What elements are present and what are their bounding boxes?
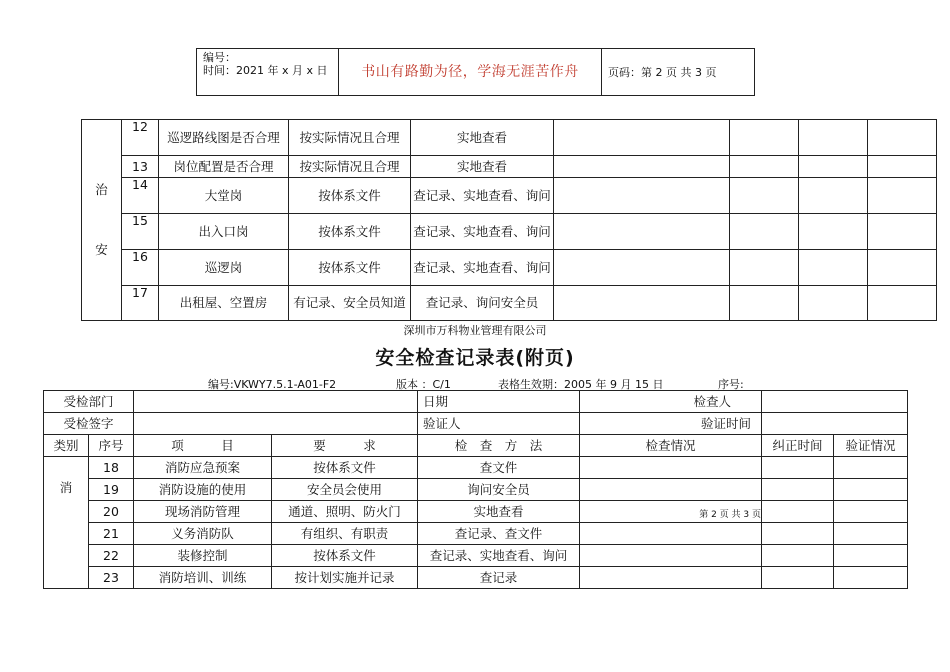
fire-safety-table <box>43 390 908 589</box>
row-no: 20 <box>89 501 134 523</box>
empty-cell <box>762 501 834 523</box>
table-row <box>44 501 908 523</box>
row-no: 13 <box>122 156 159 178</box>
row-item: 消防设施的使用 <box>134 479 272 501</box>
table-row <box>82 214 937 250</box>
row-item: 装修控制 <box>134 545 272 567</box>
form-title: 安全检查记录表(附页) <box>375 347 575 369</box>
empty-cell <box>730 156 799 178</box>
date-label: 日期 <box>418 391 580 413</box>
page-note: 第 2 页 共 3 页 <box>699 510 762 520</box>
category-cell <box>82 120 122 321</box>
empty-cell <box>799 214 868 250</box>
table-row <box>82 120 937 156</box>
row-no: 23 <box>89 567 134 589</box>
empty-cell <box>580 567 762 589</box>
empty-cell <box>762 545 834 567</box>
empty-cell <box>554 250 730 286</box>
inspector-label: 检查人 <box>580 391 762 413</box>
page-code-cell <box>602 49 755 96</box>
empty-cell <box>834 523 908 545</box>
row-method: 实地查看 <box>411 156 554 178</box>
empty-cell <box>799 120 868 156</box>
empty-cell <box>868 214 937 250</box>
table-row <box>44 457 908 479</box>
header-no: 序号 <box>89 435 134 457</box>
empty-cell <box>554 178 730 214</box>
empty-cell <box>799 286 868 321</box>
row-item: 出租屋、空置房 <box>159 286 289 321</box>
row-no: 12 <box>122 120 159 156</box>
form-effective-date: 表格生效期：2005 年 9 月 15 日 <box>498 378 664 391</box>
verify-time-value[interactable] <box>762 413 908 435</box>
row-requirement: 安全员会使用 <box>272 479 418 501</box>
empty-cell <box>762 457 834 479</box>
table-row <box>82 286 937 321</box>
row-item: 消防应急预案 <box>134 457 272 479</box>
number-label: 编号： <box>203 51 236 64</box>
empty-cell <box>762 479 834 501</box>
table-row <box>82 250 937 286</box>
row-no: 22 <box>89 545 134 567</box>
header-status: 检查情况 <box>580 435 762 457</box>
row-method: 查记录 <box>418 567 580 589</box>
sign-value[interactable] <box>134 413 418 435</box>
row-no: 21 <box>89 523 134 545</box>
row-no: 19 <box>89 479 134 501</box>
header-method: 检 查 方 法 <box>418 435 580 457</box>
empty-cell <box>730 214 799 250</box>
row-item: 大堂岗 <box>159 178 289 214</box>
empty-cell <box>580 457 762 479</box>
row-requirement: 有组织、有职责 <box>272 523 418 545</box>
row-item: 出入口岗 <box>159 214 289 250</box>
row-requirement: 通道、照明、防火门 <box>272 501 418 523</box>
row-requirement: 按体系文件 <box>289 214 411 250</box>
dept-label: 受检部门 <box>44 391 134 413</box>
category-cell: 消 <box>44 457 89 589</box>
row-item: 现场消防管理 <box>134 501 272 523</box>
empty-cell <box>554 120 730 156</box>
row-no: 15 <box>122 214 159 250</box>
row-requirement: 按体系文件 <box>272 545 418 567</box>
row-method: 查记录、实地查看、询问 <box>411 214 554 250</box>
empty-cell <box>580 479 762 501</box>
empty-cell <box>580 545 762 567</box>
company-name: 深圳市万科物业管理有限公司 <box>403 324 547 337</box>
empty-cell <box>868 156 937 178</box>
table-row <box>44 545 908 567</box>
form-code: 编号:VKWY7.5.1-A01-F2 <box>208 378 337 391</box>
row-no: 17 <box>122 286 159 321</box>
dept-value[interactable] <box>134 391 418 413</box>
row-method: 查记录、实地查看、询问 <box>418 545 580 567</box>
empty-cell <box>868 250 937 286</box>
table-header-row <box>44 435 908 457</box>
table-row <box>44 479 908 501</box>
row-method: 实地查看 <box>418 501 580 523</box>
table-row <box>82 178 937 214</box>
row-item: 巡逻路线图是否合理 <box>159 120 289 156</box>
empty-cell <box>834 457 908 479</box>
row-requirement: 按计划实施并记录 <box>272 567 418 589</box>
empty-cell <box>834 545 908 567</box>
page-note-cell <box>580 501 762 523</box>
sign-label: 受检签字 <box>44 413 134 435</box>
verifier-label: 验证人 <box>418 413 580 435</box>
header-number-time-cell <box>197 49 339 96</box>
motto-text: 书山有路勤为径，学海无涯苦作舟 <box>361 63 579 80</box>
empty-cell <box>554 214 730 250</box>
empty-cell <box>834 567 908 589</box>
form-serial: 序号: <box>718 378 744 391</box>
table-row <box>44 567 908 589</box>
table-row <box>44 391 908 413</box>
empty-cell <box>762 523 834 545</box>
header-box <box>196 48 755 96</box>
row-requirement: 按实际情况且合理 <box>289 156 411 178</box>
empty-cell <box>730 120 799 156</box>
row-requirement: 有记录、安全员知道 <box>289 286 411 321</box>
empty-cell <box>868 120 937 156</box>
row-method: 查记录、询问安全员 <box>411 286 554 321</box>
security-table <box>81 119 937 321</box>
row-item: 岗位配置是否合理 <box>159 156 289 178</box>
row-no: 14 <box>122 178 159 214</box>
motto-cell <box>339 49 602 96</box>
empty-cell <box>799 250 868 286</box>
header-verify-status: 验证情况 <box>834 435 908 457</box>
row-item: 巡逻岗 <box>159 250 289 286</box>
row-no: 16 <box>122 250 159 286</box>
empty-cell <box>868 178 937 214</box>
empty-cell <box>762 567 834 589</box>
table-row <box>44 413 908 435</box>
row-method: 查记录、实地查看、询问 <box>411 250 554 286</box>
row-no: 18 <box>89 457 134 479</box>
empty-cell <box>730 286 799 321</box>
empty-cell <box>799 178 868 214</box>
verify-time-label: 验证时间 <box>580 413 762 435</box>
empty-cell <box>834 479 908 501</box>
time-label: 时间：2021 年 x 月 x 日 <box>203 64 328 77</box>
category-char: 治 <box>95 182 108 197</box>
row-method: 查记录、实地查看、询问 <box>411 178 554 214</box>
empty-cell <box>868 286 937 321</box>
row-requirement: 按体系文件 <box>272 457 418 479</box>
page-code: 页码：第 2 页 共 3 页 <box>608 65 717 79</box>
row-item: 消防培训、训练 <box>134 567 272 589</box>
row-method: 实地查看 <box>411 120 554 156</box>
form-version: 版本 ：C/1 <box>396 378 451 391</box>
row-method: 询问安全员 <box>418 479 580 501</box>
empty-cell <box>580 523 762 545</box>
empty-cell <box>799 156 868 178</box>
row-method: 查记录、查文件 <box>418 523 580 545</box>
empty-cell <box>554 286 730 321</box>
empty-cell <box>554 156 730 178</box>
header-requirement: 要 求 <box>272 435 418 457</box>
empty-cell <box>730 250 799 286</box>
inspector-value[interactable] <box>762 391 908 413</box>
header-item: 项 目 <box>134 435 272 457</box>
row-requirement: 按体系文件 <box>289 250 411 286</box>
row-requirement: 按体系文件 <box>289 178 411 214</box>
empty-cell <box>730 178 799 214</box>
header-fix-time: 纠正时间 <box>762 435 834 457</box>
category-char: 安 <box>95 242 108 257</box>
table-row <box>82 156 937 178</box>
row-item: 义务消防队 <box>134 523 272 545</box>
row-requirement: 按实际情况且合理 <box>289 120 411 156</box>
table-row <box>44 523 908 545</box>
header-category: 类别 <box>44 435 89 457</box>
empty-cell <box>834 501 908 523</box>
row-method: 查文件 <box>418 457 580 479</box>
